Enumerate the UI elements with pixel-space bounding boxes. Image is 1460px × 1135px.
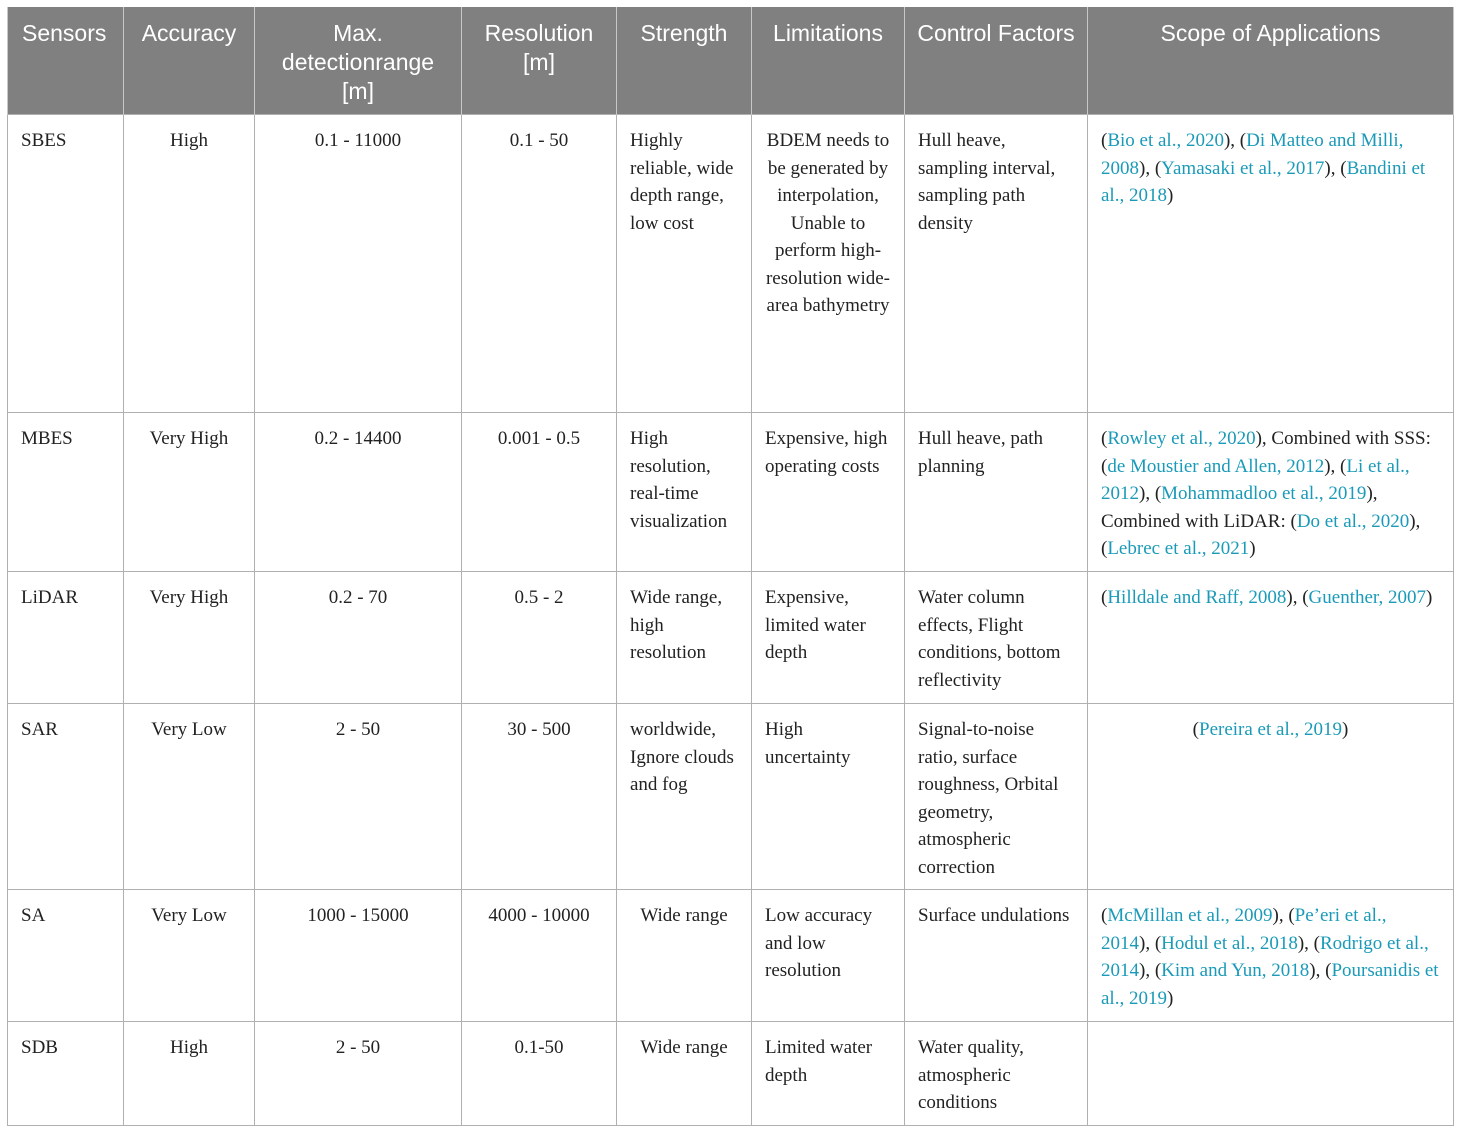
- scope-text: ), (: [1324, 157, 1347, 179]
- cell-accuracy: Very High: [124, 572, 255, 704]
- citation-link[interactable]: Yamasaki et al., 2017: [1161, 157, 1325, 179]
- cell-limitations: Expensive, high operating costs: [752, 413, 905, 572]
- cell-control-factors: Hull heave, sampling interval, sampling path density: [905, 115, 1088, 413]
- scope-text: ), Combined with LiDAR: (: [1101, 483, 1378, 532]
- cell-control-factors: Signal-to-noise ratio, surface roughness, Orbital geometry, atmospheric correction: [905, 704, 1088, 890]
- cell-resolution: 4000 - 10000: [462, 890, 617, 1022]
- header-resolution: Resolution [m]: [462, 7, 617, 115]
- cell-sensor: MBES: [8, 413, 124, 572]
- scope-text: ): [1166, 987, 1174, 1009]
- cell-strength: Wide range: [617, 1022, 752, 1126]
- sensor-comparison-table: [7, 7, 1454, 1126]
- scope-text: ): [1425, 587, 1433, 608]
- cell-scope-of-applications: [1088, 1022, 1454, 1126]
- cell-limitations: BDEM needs to be generated by interpolation, Unable to perform high-resolution wide-area bathymetry: [752, 115, 905, 413]
- scope-text: ), Combined with SSS: (: [1101, 428, 1431, 477]
- scope-text: ): [1166, 185, 1174, 206]
- cell-control-factors: Surface undulations: [905, 890, 1088, 1022]
- scope-text: ): [1249, 538, 1256, 559]
- cell-resolution: 0.001 - 0.5: [462, 413, 617, 572]
- scope-text: ), (: [1309, 960, 1332, 981]
- cell-scope-of-applications: [1088, 413, 1454, 572]
- header-sensors: Sensors: [8, 7, 124, 115]
- cell-sensor: SBES: [8, 115, 124, 413]
- cell-limitations: Expensive, limited water depth: [752, 572, 905, 704]
- header-scope-of-applications: Scope of Applications: [1088, 7, 1454, 115]
- cell-accuracy: High: [124, 1022, 255, 1126]
- scope-text: (: [1101, 130, 1108, 151]
- cell-control-factors: Water column effects, Flight conditions, bottom reflectivity: [905, 572, 1088, 704]
- cell-resolution: 0.1 - 50: [462, 115, 617, 413]
- citation-link[interactable]: Poursanidis et al., 2019: [1101, 960, 1439, 1009]
- cell-strength: worldwide, Ignore clouds and fog: [617, 704, 752, 890]
- cell-max-detection-range: 0.1 - 11000: [255, 115, 462, 413]
- citation-link[interactable]: Mohammadloo et al., 2019: [1161, 483, 1367, 504]
- citation-link[interactable]: Pe’eri et al., 2014: [1101, 905, 1387, 954]
- header-strength: Strength: [617, 7, 752, 115]
- scope-text: ), (: [1139, 932, 1162, 954]
- cell-scope-of-applications: [1088, 572, 1454, 704]
- scope-text: ): [1341, 719, 1349, 740]
- citation-link[interactable]: de Moustier and Allen, 2012: [1107, 455, 1325, 477]
- citation-link[interactable]: Hilldale and Raff, 2008: [1107, 587, 1287, 608]
- scope-text: (: [1101, 905, 1108, 926]
- scope-text: ), (: [1324, 455, 1347, 477]
- cell-max-detection-range: 1000 - 15000: [255, 890, 462, 1022]
- citation-link[interactable]: Bio et al., 2020: [1107, 130, 1224, 151]
- header-accuracy: Accuracy: [124, 7, 255, 115]
- cell-limitations: Limited water depth: [752, 1022, 905, 1126]
- citation-link[interactable]: Rodrigo et al., 2014: [1101, 932, 1429, 981]
- header-row: [8, 7, 1454, 115]
- scope-text: (: [1101, 428, 1108, 449]
- cell-accuracy: High: [124, 115, 255, 413]
- cell-sensor: SA: [8, 890, 124, 1022]
- cell-control-factors: Water quality, atmospheric conditions: [905, 1022, 1088, 1126]
- citation-link[interactable]: Rowley et al., 2020: [1107, 428, 1256, 449]
- citation-link[interactable]: Hodul et al., 2018: [1161, 932, 1298, 954]
- cell-sensor: SDB: [8, 1022, 124, 1126]
- scope-text: (: [1101, 587, 1108, 608]
- scope-text: (: [1192, 719, 1199, 740]
- citation-link[interactable]: Lebrec et al., 2021: [1107, 538, 1250, 559]
- cell-accuracy: Very High: [124, 413, 255, 572]
- citation-link[interactable]: Bandini et al., 2018: [1101, 157, 1426, 206]
- citation-link[interactable]: Li et al., 2012: [1101, 455, 1410, 504]
- cell-accuracy: Very Low: [124, 704, 255, 890]
- cell-scope-of-applications: [1088, 115, 1454, 413]
- table-row: [8, 572, 1454, 704]
- citation-link[interactable]: Pereira et al., 2019: [1199, 719, 1342, 740]
- header-limitations: Limitations: [752, 7, 905, 115]
- cell-max-detection-range: 2 - 50: [255, 704, 462, 890]
- table-row: [8, 704, 1454, 890]
- citation-link[interactable]: Kim and Yun, 2018: [1161, 960, 1310, 981]
- cell-strength: Wide range, high resolution: [617, 572, 752, 704]
- cell-strength: Wide range: [617, 890, 752, 1022]
- cell-scope-of-applications: [1088, 704, 1454, 890]
- citation-link[interactable]: Guenther, 2007: [1308, 587, 1426, 608]
- cell-scope-of-applications: [1088, 890, 1454, 1022]
- header-control-factors: Control Factors: [905, 7, 1088, 115]
- cell-strength: High resolution, real-time visualization: [617, 413, 752, 572]
- table-row: [8, 413, 1454, 572]
- table-row: [8, 115, 1454, 413]
- cell-control-factors: Hull heave, path planning: [905, 413, 1088, 572]
- cell-accuracy: Very Low: [124, 890, 255, 1022]
- cell-strength: Highly reliable, wide depth range, low cost: [617, 115, 752, 413]
- citation-link[interactable]: Do et al., 2020: [1296, 510, 1410, 532]
- scope-text: ), (: [1223, 130, 1247, 151]
- cell-max-detection-range: 2 - 50: [255, 1022, 462, 1126]
- scope-text: ), (: [1139, 483, 1162, 504]
- cell-resolution: 0.1-50: [462, 1022, 617, 1126]
- cell-resolution: 0.5 - 2: [462, 572, 617, 704]
- scope-text: ), (: [1286, 587, 1309, 608]
- cell-resolution: 30 - 500: [462, 704, 617, 890]
- scope-text: ), (: [1139, 960, 1162, 981]
- citation-link[interactable]: McMillan et al., 2009: [1107, 905, 1273, 926]
- citation-link[interactable]: Di Matteo and Milli, 2008: [1101, 130, 1404, 179]
- cell-limitations: High uncertainty: [752, 704, 905, 890]
- cell-limitations: Low accuracy and low resolution: [752, 890, 905, 1022]
- cell-sensor: SAR: [8, 704, 124, 890]
- header-max-detection-range: Max. detectionrange [m]: [255, 7, 462, 115]
- scope-text: ), (: [1272, 905, 1295, 926]
- scope-text: ), (: [1297, 932, 1320, 954]
- cell-max-detection-range: 0.2 - 14400: [255, 413, 462, 572]
- table-row: [8, 890, 1454, 1022]
- table-row: [8, 1022, 1454, 1126]
- cell-max-detection-range: 0.2 - 70: [255, 572, 462, 704]
- cell-sensor: LiDAR: [8, 572, 124, 704]
- scope-text: ), (: [1101, 510, 1421, 559]
- scope-text: ), (: [1139, 157, 1162, 179]
